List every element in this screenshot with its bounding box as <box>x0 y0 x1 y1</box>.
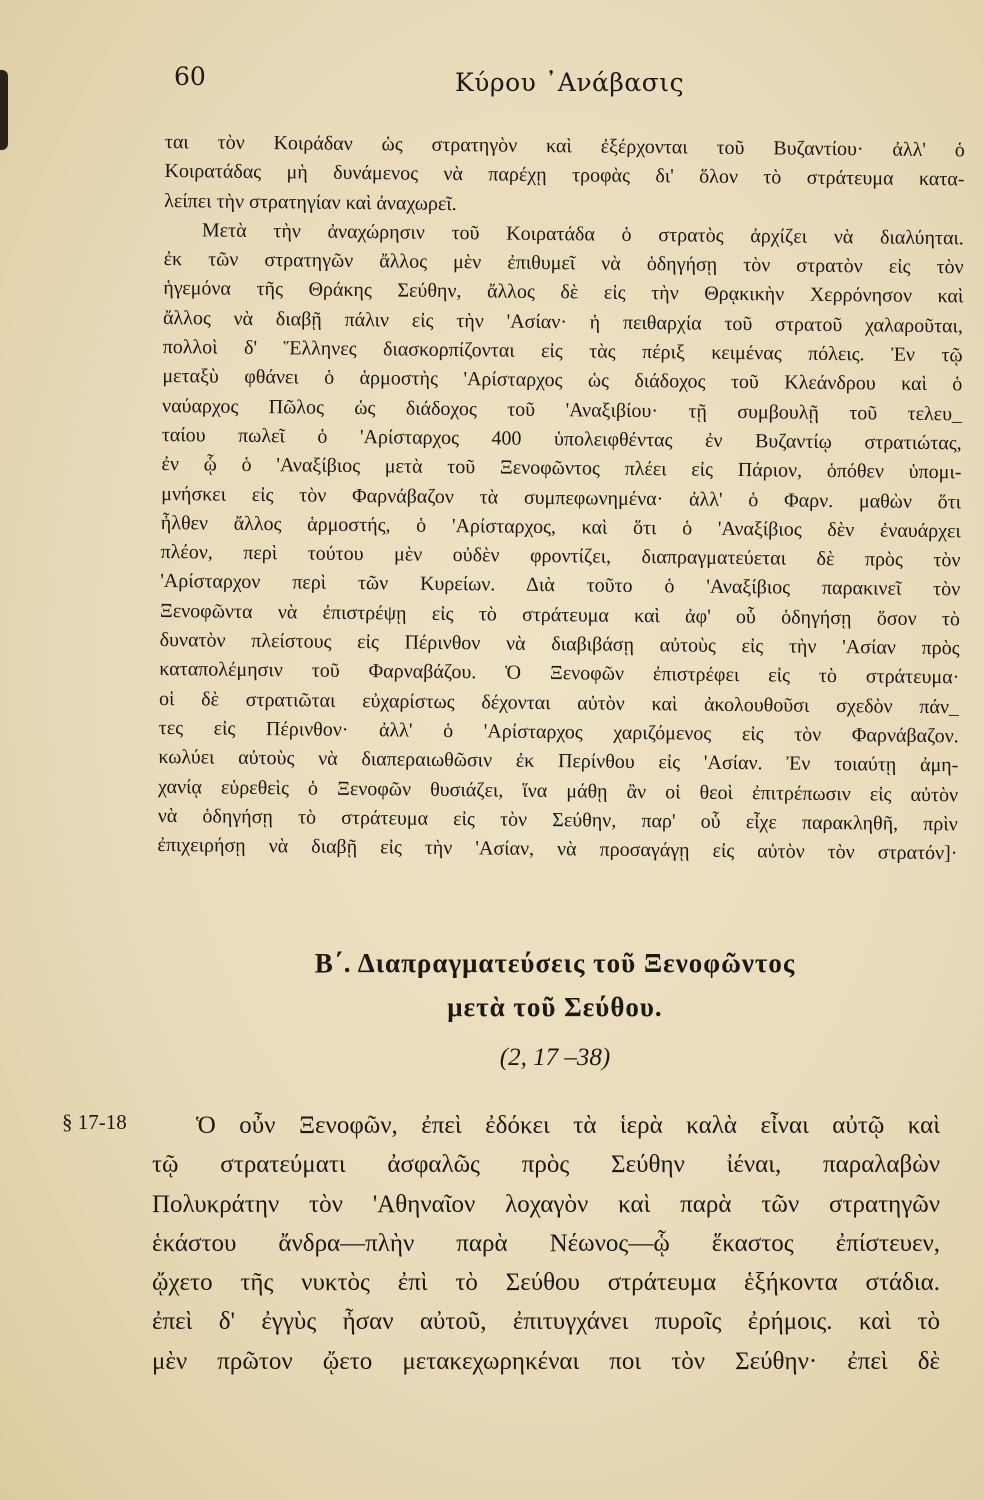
summary-line: ται τὸν Κοιράδαν ὡς στρατηγὸν καὶ ἐξέρχονται τοῦ Βυζαντίου· ἀλλ' ὁ <box>164 130 965 162</box>
text-line: ἐπεὶ δ' ἐγγὺς ἦσαν αὐτοῦ, ἐπιτυγχάνει πυροῖς ἐρήμοις. καὶ τὸ <box>152 1308 940 1336</box>
summary-line: κωλύει αὐτοὺς νὰ διαπεραιωθῶσιν ἐκ Περίνθου εἰς 'Ασίαν. Ἐν τοιαύτῃ ἀμη- <box>158 746 959 777</box>
summary-line: ταίου πωλεῖ ὁ 'Αρίσταρχος 400 ὑπολειφθέντας ἐν Βυζαντίῳ στρατιώτας, <box>161 423 962 455</box>
text-line: Ὁ οὖν Ξενοφῶν, ἐπεὶ ἐδόκει τὰ ἱερὰ καλὰ εἶναι αὐτῷ καὶ <box>196 1112 940 1139</box>
summary-line: μνήσκει εἰς τὸν Φαρνάβαζον τὰ συμπεφωνημένα· ἀλλ' ὁ Φαρν. μαθὼν ὅτι <box>161 482 962 513</box>
page-number: 60 <box>174 62 206 91</box>
summary-line: μεταξὺ φθάνει ὁ ἁρμοστὴς 'Αρίσταρχος ὡς διάδοχος τοῦ Κλεάνδρου καὶ ὁ <box>162 365 963 396</box>
text-line: μὲν πρῶτον ᾤετο μετακεχωρηκέναι ποι τὸν Σεύθην· ἐπεὶ δὲ <box>152 1347 940 1375</box>
summary-line: Κοιρατάδας μὴ δυνάμενος νὰ παρέχῃ τροφὰς δι' ὅλον τὸ στράτευμα κατα- <box>164 160 965 191</box>
text-line: τῷ στρατεύματι ἀσφαλῶς πρὸς Σεύθην ἰέναι, παραλαβὼν <box>152 1151 940 1179</box>
summary-line: νὰ ὁδηγήσῃ τὸ στράτευμα εἰς τὸν Σεύθην, παρ' οὗ εἶχε παρακληθῆ, πρὶν <box>157 804 958 836</box>
section-title: Β΄. Διαπραγματεύσεις τοῦ Ξενοφῶντος <box>314 948 796 978</box>
summary-line: πολλοὶ δ' Ἕλληνες διασκορπίζονται εἰς τὰς πέριξ κειμένας πόλεις. Ἐν τῷ <box>162 336 963 367</box>
summary-line: ναύαρχος Πῶλος ὡς διάδοχος τοῦ 'Αναξιβίου· τῇ συμβουλῇ τοῦ τελευ_ <box>161 394 963 426</box>
section-title-continued: μετὰ τοῦ Σεύθου. <box>447 992 663 1022</box>
running-head: Κύρου ᾽Ανάβασις <box>455 68 685 97</box>
summary-line: καταπολέμησιν τοῦ Φαρναβάζου. Ὁ Ξενοφῶν ἐπιστρέφει εἰς τὸ στράτευμα· <box>159 658 960 689</box>
greek-text <box>152 1106 940 1381</box>
summary-line: λείπει τὴν στρατηγίαν καὶ ἀναχωρεῖ. <box>164 189 457 215</box>
summary-line: ἐκ τῶν στρατηγῶν ἄλλος μὲν ἐπιθυμεῖ νὰ ὁδηγήσῃ τὸν στρατὸν εἰς τὸν <box>163 248 964 279</box>
summary-line: ἐν ᾧ ὁ 'Αναξίβιος μετὰ τοῦ Ξενοφῶντος πλέει εἰς Πάριον, ὁπόθεν ὑπομι- <box>161 453 962 484</box>
summary-line: ἄλλος νὰ διαβῇ πάλιν εἰς τὴν 'Ασίαν· ἡ πειθαρχία τοῦ στρατοῦ χαλαροῦται, <box>162 306 964 338</box>
text-line: ἑκάστου ἄνδρα—πλὴν παρὰ Νέωνος—ᾧ ἕκαστος ἐπίστευεν, <box>152 1229 940 1257</box>
summary-line: οἱ δὲ στρατιῶται εὐχαρίστως δέχονται αὐτὸν καὶ ἀκολουθοῦσι σχεδὸν πάν_ <box>158 687 960 718</box>
text-line: Πολυκράτην τὸν 'Αθηναῖον λοχαγὸν καὶ παρὰ τῶν στρατηγῶν <box>152 1190 940 1218</box>
summary-line: Μετὰ τὴν ἀναχώρησιν τοῦ Κοιρατάδα ὁ στρατὸς ἀρχίζει νὰ διαλύηται. <box>201 219 965 250</box>
summary-line: τες εἰς Πέρινθον· ἀλλ' ὁ 'Αρίσταρχος χαριζόμενος εἰς τὸν Φαρνάβαζον. <box>158 716 959 748</box>
summary-line: ἦλθεν ἄλλος ἁρμοστής, ὁ 'Αρίσταρχος, καὶ ὅτι ὁ 'Αναξίβιος δὲν ἐναυάρχει <box>160 511 961 543</box>
summary-line: ἡγεμόνα τῆς Θράκης Σεύθην, ἄλλος δὲ εἰς τὴν Θρᾳκικὴν Χερρόνησον καὶ <box>163 277 964 308</box>
binding-edge <box>0 70 8 150</box>
section-marker: § 17-18 <box>62 1110 127 1134</box>
summary-line: χανίᾳ εὑρεθεὶς ὁ Ξενοφῶν θυσιάζει, ἵνα μάθῃ ἂν οἱ θεοὶ ἐπιτρέπωσιν εἰς αὐτὸν <box>157 775 959 806</box>
summary-line: Ξενοφῶντα νὰ ἐπιστρέψῃ εἰς τὸ στράτευμα καὶ ἀφ' οὗ ὁδηγήσῃ ὅσον τὸ <box>159 599 961 631</box>
summary-line: δυνατὸν πλείστους εἰς Πέρινθον νὰ διαβιβάσῃ αὐτοὺς εἰς τὴν 'Ασίαν πρὸς <box>159 629 960 660</box>
summary-line: 'Αρίσταρχον περὶ τῶν Κυρείων. Διὰ τοῦτο ὁ 'Αναξίβιος παρακινεῖ τὸν <box>160 570 961 601</box>
summary-line: πλέον, περὶ τούτου μὲν οὐδὲν φροντίζει, διαπραγματεύεται δὲ πρὸς τὸν <box>160 541 961 572</box>
chapter-summary <box>157 128 965 869</box>
text-line: ᾤχετο τῆς νυκτὸς ἐπὶ τὸ Σεύθου στράτευμα ἑξήκοντα στάδια. <box>152 1269 940 1297</box>
section-reference: (2, 17 –38) <box>499 1044 611 1071</box>
summary-line: ἐπιχειρήσῃ νὰ διαβῇ εἰς τὴν 'Ασίαν, νὰ προσαγάγῃ εἰς αὐτὸν τὸν στρατόν]· <box>157 834 958 865</box>
